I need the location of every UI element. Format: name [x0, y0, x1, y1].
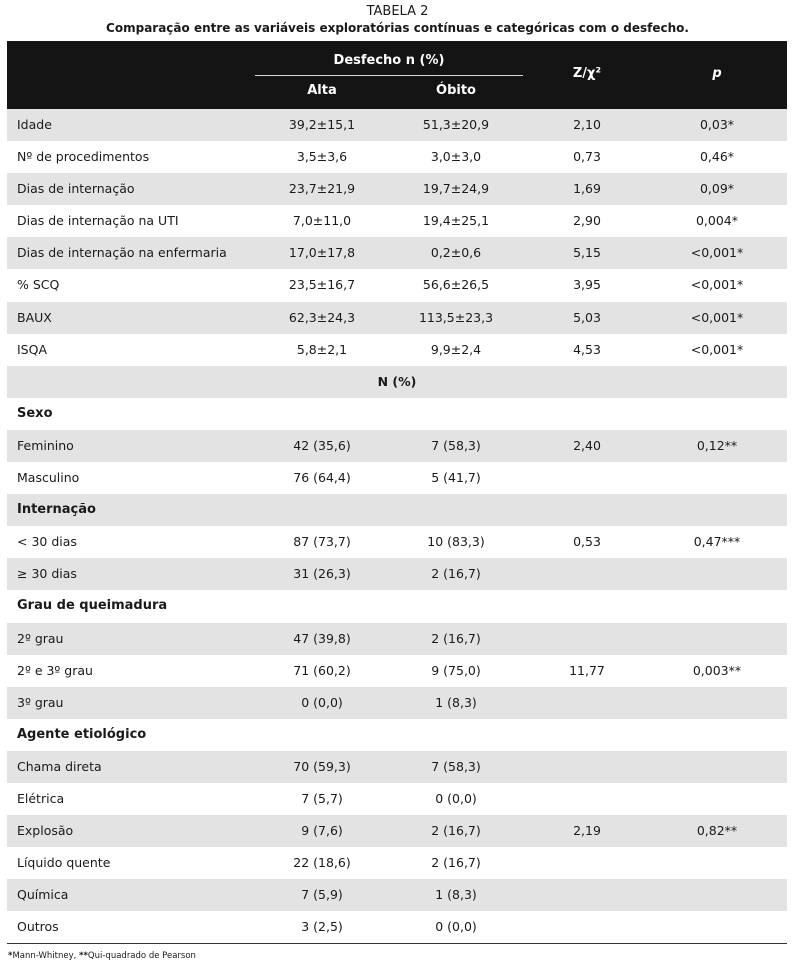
table-row: [7, 847, 787, 879]
footnote-qq-mark: **: [79, 951, 88, 961]
row-z: 0,73: [573, 149, 601, 165]
row-alta: 22 (18,6): [293, 855, 351, 871]
row-label: 3º grau: [17, 694, 64, 710]
header-z: Z/χ²: [572, 66, 602, 81]
row-p: 0,82**: [696, 823, 738, 839]
table-body: [7, 109, 787, 943]
table-row: [7, 623, 787, 655]
row-p: 0,004*: [695, 213, 739, 229]
row-label: ISQA: [17, 341, 48, 357]
header-alta: Alta: [307, 83, 337, 98]
section-title-row: [7, 398, 787, 430]
row-obito: 7 (58,3): [431, 758, 481, 774]
row-z: 2,90: [573, 213, 601, 229]
row-alta: 0 (0,0): [301, 694, 343, 710]
table-row: [7, 205, 787, 237]
row-p: <0,001*: [690, 341, 744, 357]
row-obito: 1 (8,3): [435, 694, 477, 710]
table-row: [7, 879, 787, 911]
row-obito: 19,7±24,9: [422, 181, 490, 197]
section-title: Internação: [17, 502, 96, 518]
table-caption: [0, 0, 795, 36]
row-alta: 7 (5,9): [301, 887, 343, 903]
table-row: [7, 302, 787, 334]
footnote-mw-text: Mann-Whitney,: [12, 951, 80, 961]
row-obito: 56,6±26,5: [422, 277, 490, 293]
row-z: 2,10: [573, 117, 601, 132]
header-divider: [255, 75, 523, 76]
row-z: 3,95: [573, 277, 601, 293]
row-label: BAUX: [17, 309, 52, 325]
section-title: Grau de queimadura: [17, 598, 168, 614]
table-row: [7, 558, 787, 590]
row-alta: 5,8±2,1: [296, 341, 348, 357]
row-alta: 23,5±16,7: [288, 277, 356, 293]
row-z: 4,53: [573, 341, 601, 357]
header-outcome: Desfecho n (%): [333, 53, 445, 68]
row-obito: 0 (0,0): [435, 919, 477, 935]
row-label: Dias de internação: [17, 181, 135, 197]
n-pct-label-row: [7, 366, 787, 398]
row-label: 2º grau: [17, 630, 64, 646]
table-subtitle: Comparação entre as variáveis exploratórias contínuas e categóricas com o desfecho.: [106, 21, 689, 35]
row-z: 5,03: [573, 309, 601, 325]
row-p: 0,09*: [699, 181, 735, 197]
row-label: Elétrica: [17, 790, 65, 806]
table-row: [7, 237, 787, 269]
row-obito: 19,4±25,1: [422, 213, 490, 229]
row-label: Líquido quente: [17, 855, 111, 871]
row-alta: 17,0±17,8: [288, 245, 356, 261]
row-alta: 7 (5,7): [301, 790, 343, 806]
table-header: [7, 41, 787, 109]
header-p: p: [712, 66, 722, 81]
row-label: Masculino: [17, 470, 80, 486]
row-alta: 3,5±3,6: [296, 149, 348, 165]
row-obito: 2 (16,7): [431, 823, 481, 839]
table-footnote: [8, 951, 196, 961]
row-obito: 9 (75,0): [431, 662, 481, 678]
header-obito: Óbito: [436, 83, 476, 98]
row-obito: 2 (16,7): [431, 855, 481, 871]
row-obito: 3,0±3,0: [430, 149, 482, 165]
table-row: [7, 911, 787, 943]
table-row: [7, 173, 787, 205]
row-alta: 7,0±11,0: [292, 213, 352, 229]
table-bottom-rule: [7, 943, 787, 944]
row-obito: 7 (58,3): [431, 437, 481, 453]
row-alta: 70 (59,3): [293, 758, 351, 774]
row-label: Feminino: [17, 437, 74, 453]
table-row: [7, 462, 787, 494]
table-row: [7, 526, 787, 558]
footnote-mw-mark: *: [8, 951, 13, 961]
row-obito: 0,2±0,6: [430, 245, 482, 261]
row-label: Nº de procedimentos: [17, 149, 150, 165]
table-row: [7, 269, 787, 301]
row-label: % SCQ: [17, 277, 60, 293]
row-label: Idade: [17, 117, 52, 132]
row-obito: 51,3±20,9: [422, 117, 490, 132]
section-title: Agente etiológico: [17, 726, 147, 742]
row-alta: 62,3±24,3: [288, 309, 356, 325]
row-p: 0,47***: [693, 534, 741, 550]
row-label: 2º e 3º grau: [17, 662, 93, 678]
table-row: [7, 751, 787, 783]
table-row: [7, 815, 787, 847]
table-row: [7, 141, 787, 173]
section-title-row: [7, 719, 787, 751]
row-z: 11,77: [569, 662, 605, 678]
row-p: 0,46*: [699, 149, 735, 165]
table-row: [7, 334, 787, 366]
row-p: 0,12**: [696, 437, 738, 453]
row-p: <0,001*: [690, 277, 744, 293]
row-label: Outros: [17, 919, 59, 935]
row-p: 0,003**: [692, 662, 742, 678]
row-label: < 30 dias: [17, 534, 77, 550]
table-title: TABELA 2: [366, 4, 429, 19]
section-title: Sexo: [17, 405, 53, 421]
row-obito: 1 (8,3): [435, 887, 477, 903]
row-z: 2,19: [573, 823, 601, 839]
row-obito: 2 (16,7): [431, 630, 481, 646]
row-alta: 76 (64,4): [293, 470, 351, 486]
row-label: ≥ 30 dias: [17, 566, 77, 582]
row-label: Dias de internação na enfermaria: [17, 245, 227, 261]
row-obito: 0 (0,0): [435, 790, 477, 806]
n-pct-label: N (%): [377, 373, 417, 389]
row-p: 0,03*: [699, 117, 735, 132]
row-label: Explosão: [17, 823, 74, 839]
row-obito: 2 (16,7): [431, 566, 481, 582]
row-alta: 23,7±21,9: [288, 181, 356, 197]
row-label: Chama direta: [17, 758, 102, 774]
table-row: [7, 430, 787, 462]
footnote-qq-text: Qui-quadrado de Pearson: [87, 951, 196, 961]
table-row: [7, 109, 787, 141]
row-obito: 9,9±2,4: [430, 341, 482, 357]
table-row: [7, 783, 787, 815]
row-p: <0,001*: [690, 309, 744, 325]
row-alta: 87 (73,7): [293, 534, 351, 550]
row-alta: 31 (26,3): [293, 566, 351, 582]
table-row: [7, 655, 787, 687]
row-label: Dias de internação na UTI: [17, 213, 179, 229]
row-obito: 10 (83,3): [427, 534, 485, 550]
row-z: 0,53: [573, 534, 601, 550]
table-row: [7, 687, 787, 719]
section-title-row: [7, 494, 787, 526]
row-alta: 3 (2,5): [301, 919, 343, 935]
row-z: 5,15: [573, 245, 601, 261]
row-alta: 39,2±15,1: [288, 117, 356, 132]
row-alta: 71 (60,2): [293, 662, 351, 678]
row-obito: 5 (41,7): [431, 470, 481, 486]
row-z: 1,69: [573, 181, 601, 197]
row-obito: 113,5±23,3: [418, 309, 494, 325]
section-title-row: [7, 590, 787, 622]
row-z: 2,40: [573, 437, 601, 453]
row-p: <0,001*: [690, 245, 744, 261]
row-alta: 9 (7,6): [301, 823, 343, 839]
row-label: Química: [17, 887, 69, 903]
row-alta: 47 (39,8): [293, 630, 351, 646]
row-alta: 42 (35,6): [293, 437, 351, 453]
